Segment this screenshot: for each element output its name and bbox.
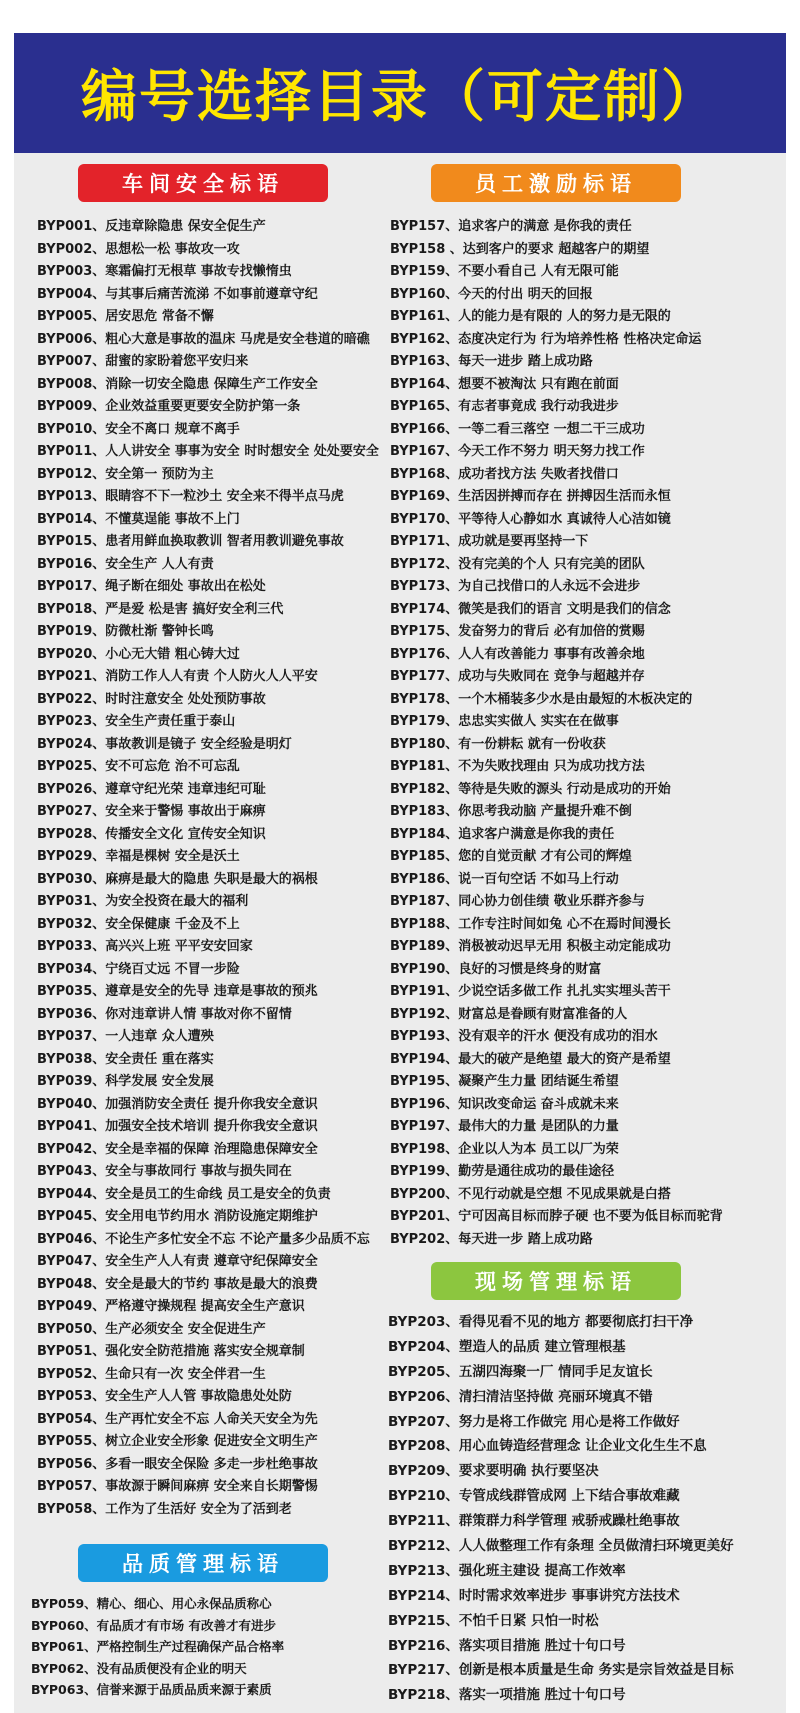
slogan-item: BYP170、平等待人心静如水 真诚待人心洁如镜 [390,511,671,527]
slogan-item: BYP021、消防工作人人有责 个人防火人人平安 [37,669,318,684]
slogan-item: BYP181、不为失败找理由 只为成功找方法 [390,759,645,774]
slogan-item: BYP172、没有完美的个人 只有完美的团队 [390,556,645,572]
slogan-item: BYP014、不懂莫逞能 事故不上门 [37,511,240,527]
slogan-item: BYP048、安全是最大的节约 事故是最大的浪费 [37,1276,318,1292]
slogan-item: BYP218、落实一项措施 胜过十句口号 [388,1687,626,1704]
section-title-employee-motivation: 员工激励标语 [431,164,681,202]
slogan-item: BYP053、安全生产人人管 事故隐患处处防 [37,1389,292,1404]
slogan-item: BYP159、不要小看自己 人有无限可能 [390,264,619,279]
slogan-item: BYP165、有志者事竟成 我行动我进步 [390,399,619,414]
slogan-item: BYP052、生命只有一次 安全伴君一生 [37,1366,266,1382]
slogan-item: BYP188、工作专注时间如兔 心不在焉时间漫长 [390,916,671,932]
slogan-item: BYP158 、达到客户的要求 超越客户的期望 [390,241,650,257]
slogan-item: BYP189、消极被动迟早无用 积极主动定能成功 [390,939,671,954]
slogan-item: BYP003、寒霜偏打无根草 事故专找懒惰虫 [37,264,292,279]
slogan-item: BYP212、人人做整理工作有条理 全员做清扫环境更美好 [388,1538,734,1555]
slogan-item: BYP180、有一份耕耘 就有一份收获 [390,736,606,752]
slogan-item: BYP202、每天进一步 踏上成功路 [390,1231,593,1247]
section-title-site-management: 现场管理标语 [431,1262,681,1300]
slogan-item: BYP036、你对违章讲人情 事故对你不留情 [37,1006,292,1022]
slogan-item: BYP183、你思考我动脑 产量提升难不倒 [390,804,632,819]
slogan-item: BYP042、安全是幸福的保障 治理隐患保障安全 [37,1141,318,1157]
slogan-item: BYP164、想要不被淘汰 只有跑在前面 [390,376,619,392]
slogan-item: BYP176、人人有改善能力 事事有改善余地 [390,646,645,662]
slogan-item: BYP191、少说空话多做工作 扎扎实实埋头苦干 [390,984,671,999]
slogan-item: BYP210、专管成线群管成网 上下结合事故难藏 [388,1488,680,1505]
slogan-item: BYP034、宁绕百丈远 不冒一步险 [37,961,240,977]
slogan-item: BYP051、强化安全防范措施 落实安全规章制 [37,1344,305,1359]
slogan-item: BYP161、人的能力是有限的 人的努力是无限的 [390,309,671,324]
slogan-item: BYP035、遵章是安全的先导 违章是事故的预兆 [37,984,318,999]
slogan-item: BYP018、严是爱 松是害 搞好安全利三代 [37,601,284,617]
slogan-item: BYP012、安全第一 预防为主 [37,466,214,482]
slogan-item: BYP055、树立企业安全形象 促进安全文明生产 [37,1434,318,1449]
slogan-item: BYP194、最大的破产是绝望 最大的资产是希望 [390,1051,671,1067]
slogan-item: BYP162、态度决定行为 行为培养性格 性格决定命运 [390,331,702,347]
slogan-item: BYP046、不论生产多忙安全不忘 不论产量多少品质不忘 [37,1231,370,1247]
slogan-item: BYP178、一个木桶装多少水是由最短的木板决定的 [390,691,693,707]
slogan-item: BYP200、不见行动就是空想 不见成果就是白搭 [390,1186,671,1202]
section-title-workshop-safety: 车间安全标语 [78,164,328,202]
slogan-item: BYP206、清扫清洁坚持做 亮丽环境真不错 [388,1388,653,1405]
slogan-item: BYP016、安全生产 人人有责 [37,556,214,572]
section-title-quality-management: 品质管理标语 [78,1544,328,1582]
slogan-item: BYP211、群策群力科学管理 戒骄戒躁杜绝事故 [388,1513,680,1530]
slogan-item: BYP001、反违章除隐患 保安全促生产 [37,219,266,234]
slogan-item: BYP030、麻痹是最大的隐患 失职是最大的祸根 [37,871,318,887]
slogan-item: BYP195、凝聚产生力量 团结诞生希望 [390,1074,619,1089]
slogan-item: BYP197、最伟大的力量 是团队的力量 [390,1119,619,1134]
slogan-item: BYP029、幸福是棵树 安全是沃土 [37,849,240,864]
slogan-item: BYP192、财富总是眷顾有财富准备的人 [390,1006,628,1022]
slogan-item: BYP198、企业以人为本 员工以厂为荣 [390,1141,619,1157]
slogan-item: BYP186、说一百句空话 不如马上行动 [390,871,619,887]
slogan-item: BYP057、事故源于瞬间麻痹 安全来自长期警惕 [37,1479,318,1494]
slogan-item: BYP173、为自己找借口的人永远不会进步 [390,579,641,594]
slogan-item: BYP028、传播安全文化 宣传安全知识 [37,826,266,842]
slogan-item: BYP043、安全与事故同行 事故与损失同在 [37,1164,292,1179]
slogan-item: BYP185、您的自觉贡献 才有公司的辉煌 [390,849,632,864]
slogan-item: BYP050、生产必须安全 安全促进生产 [37,1321,266,1337]
slogan-item: BYP199、勤劳是通往成功的最佳途径 [390,1164,615,1179]
slogan-item: BYP187、同心协力创佳绩 敬业乐群齐参与 [390,894,645,909]
slogan-item: BYP215、不怕千日紧 只怕一时松 [388,1612,599,1629]
slogan-item: BYP060、有品质才有市场 有改善才有进步 [31,1617,277,1633]
slogan-item: BYP023、安全生产责任重于泰山 [37,714,236,729]
slogan-item: BYP022、时时注意安全 处处预防事故 [37,691,266,707]
slogan-item: BYP214、时时需求效率进步 事事讲究方法技术 [388,1587,680,1604]
slogan-item: BYP204、塑造人的品质 建立管理根基 [388,1338,626,1355]
slogan-item: BYP216、落实项目措施 胜过十句口号 [388,1637,626,1654]
slogan-item: BYP038、安全责任 重在落实 [37,1051,214,1067]
slogan-item: BYP061、严格控制生产过程确保产品合格率 [31,1639,285,1654]
slogan-item: BYP190、良好的习惯是终身的财富 [390,961,602,977]
slogan-item: BYP006、粗心大意是事故的温床 马虎是安全巷道的暗礁 [37,331,370,347]
slogan-item: BYP179、忠忠实实做人 实实在在做事 [390,714,619,729]
slogan-item: BYP213、强化班主建设 提高工作效率 [388,1562,626,1579]
quality-management-list [31,1593,376,1701]
slogan-item: BYP054、生产再忙安全不忘 人命关天安全为先 [37,1411,318,1427]
slogan-item: BYP193、没有艰辛的汗水 便没有成功的泪水 [390,1029,658,1044]
slogan-item: BYP184、追求客户满意是你我的责任 [390,826,615,842]
slogan-item: BYP207、努力是将工作做完 用心是将工作做好 [388,1413,680,1430]
title-banner [14,33,786,153]
slogan-item: BYP175、发奋努力的背后 必有加倍的赏赐 [390,624,645,639]
slogan-item: BYP062、没有品质便没有企业的明天 [31,1660,247,1676]
slogan-item: BYP208、用心血铸造经营理念 让企业文化生生不息 [388,1438,707,1455]
slogan-item: BYP217、创新是根本质量是生命 务实是宗旨效益是目标 [388,1662,734,1679]
slogan-item: BYP015、患者用鲜血换取教训 智者用教训避免事故 [37,534,344,549]
slogan-item: BYP047、安全生产人人有责 遵章守纪保障安全 [37,1254,318,1269]
slogan-item: BYP174、微笑是我们的语言 文明是我们的信念 [390,601,671,617]
slogan-item: BYP044、安全是员工的生命线 员工是安全的负责 [37,1186,331,1202]
slogan-item: BYP040、加强消防安全责任 提升你我安全意识 [37,1096,318,1112]
slogan-item: BYP019、防微杜渐 警钟长鸣 [37,624,214,639]
slogan-item: BYP002、思想松一松 事故攻一攻 [37,241,240,257]
slogan-item: BYP171、成功就是要再坚持一下 [390,534,589,549]
slogan-item: BYP037、一人违章 众人遭殃 [37,1029,214,1044]
slogan-item: BYP182、等待是失败的源头 行动是成功的开始 [390,781,671,797]
slogan-item: BYP005、居安思危 常备不懈 [37,309,214,324]
slogan-item: BYP026、遵章守纪光荣 违章违纪可耻 [37,781,266,797]
slogan-item: BYP059、精心、细心、用心永保品质称心 [31,1596,272,1611]
page-title: 编号选择目录（可定制） [81,65,719,130]
slogan-item: BYP058、工作为了生活好 安全为了活到老 [37,1501,292,1517]
slogan-item: BYP203、看得见看不见的地方 都要彻底打扫干净 [388,1314,694,1330]
slogan-item: BYP033、高兴兴上班 平平安安回家 [37,939,253,954]
slogan-item: BYP004、与其事后痛苦流涕 不如事前遵章守纪 [37,286,318,302]
slogan-item: BYP157、追求客户的满意 是你我的责任 [390,219,632,234]
workshop-safety-list [37,216,382,1521]
slogan-item: BYP168、成功者找方法 失败者找借口 [390,466,619,482]
slogan-item: BYP025、安不可忘危 治不可忘乱 [37,759,240,774]
slogan-item: BYP166、一等二看三落空 一想二干三成功 [390,421,645,437]
slogan-item: BYP049、严格遵守操规程 提高安全生产意识 [37,1299,305,1314]
slogan-item: BYP201、宁可因高目标而脖子硬 也不要为低目标而驼背 [390,1209,723,1224]
slogan-item: BYP031、为安全投资在最大的福利 [37,894,249,909]
slogan-item: BYP008、消除一切安全隐患 保障生产工作安全 [37,376,318,392]
slogan-item: BYP009、企业效益重要更要安全防护第一条 [37,399,301,414]
slogan-item: BYP205、五湖四海聚一厂 情同手足友谊长 [388,1363,653,1380]
slogan-item: BYP045、安全用电节约用水 消防设施定期维护 [37,1209,318,1224]
slogan-item: BYP039、科学发展 安全发展 [37,1074,214,1089]
slogan-item: BYP177、成功与失败同在 竞争与超越并存 [390,669,645,684]
slogan-item: BYP167、今天工作不努力 明天努力找工作 [390,444,645,459]
slogan-item: BYP056、多看一眼安全保险 多走一步杜绝事故 [37,1456,318,1472]
slogan-item: BYP020、小心无大错 粗心铸大过 [37,646,240,662]
slogan-item: BYP169、生活因拼搏而存在 拼搏因生活而永恒 [390,489,671,504]
slogan-item: BYP027、安全来于警惕 事故出于麻痹 [37,804,266,819]
slogan-item: BYP196、知识改变命运 奋斗成就未来 [390,1096,619,1112]
slogan-item: BYP017、绳子断在细处 事故出在松处 [37,579,266,594]
slogan-item: BYP063、信誉来源于品质品质来源于素质 [31,1682,272,1697]
slogan-item: BYP032、安全保健康 千金及不上 [37,916,240,932]
employee-motivation-list [390,216,770,1251]
slogan-item: BYP209、要求要明确 执行要坚决 [388,1463,599,1480]
site-management-list [388,1310,778,1708]
slogan-item: BYP163、每天一进步 踏上成功路 [390,354,593,369]
slogan-item: BYP011、人人讲安全 事事为安全 时时想安全 处处要安全 [37,444,379,459]
slogan-item: BYP041、加强安全技术培训 提升你我安全意识 [37,1119,318,1134]
slogan-item: BYP024、事故教训是镜子 安全经验是明灯 [37,736,292,752]
slogan-item: BYP013、眼睛容不下一粒沙土 安全来不得半点马虎 [37,489,344,504]
slogan-item: BYP160、今天的付出 明天的回报 [390,286,593,302]
slogan-item: BYP007、甜蜜的家盼着您平安归来 [37,354,249,369]
slogan-item: BYP010、安全不离口 规章不离手 [37,421,240,437]
